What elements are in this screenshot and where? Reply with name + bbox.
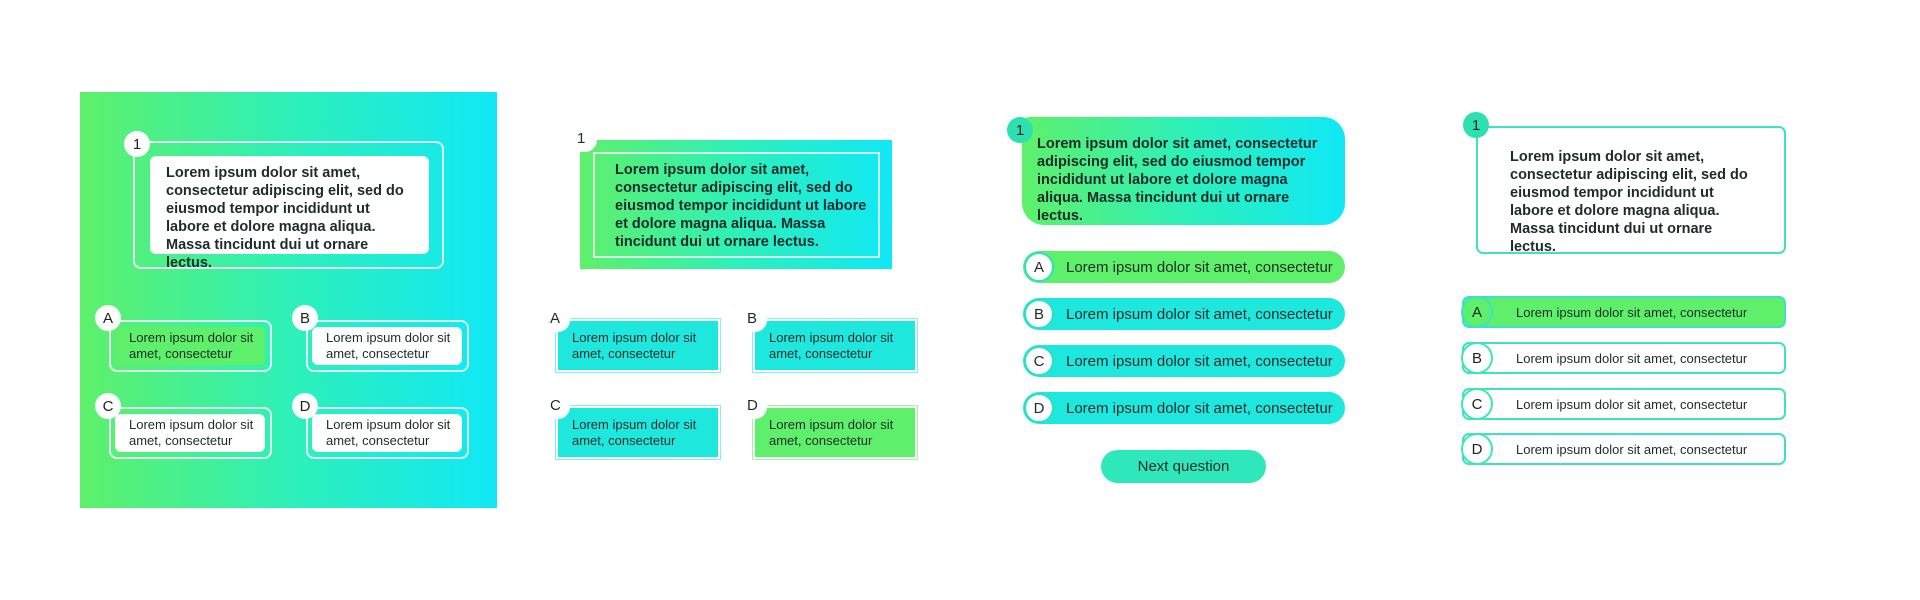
option-a[interactable]: Lorem ipsum dolor sit amet, consectetur [556,319,720,372]
option-a-badge: A [95,305,121,331]
option-d-badge: D [292,393,318,419]
next-question-button[interactable]: Next question [1101,450,1266,483]
option-b[interactable]: Lorem ipsum dolor sit amet, consectetur [753,319,917,372]
question-text: Lorem ipsum dolor sit amet, consectetur adipiscing elit, sed do eiusmod tempor incididunt ut labore et dolore magna aliqua. Massa tincidunt dui ut ornare lectus. [1037,136,1318,224]
question-box [150,156,429,271]
option-b[interactable]: Lorem ipsum dolor sit amet, consectetur [312,327,462,365]
option-a[interactable]: Lorem ipsum dolor sit amet, consectetur [1462,296,1786,328]
question-text: Lorem ipsum dolor sit amet, consectetur adipiscing elit, sed do eiusmod tempor incididunt ut labore et dolore magna aliqua. Massa tincidunt dui ut ornare lectus. [166,165,404,271]
option-c[interactable]: Lorem ipsum dolor sit amet, consectetur [115,414,265,452]
option-c[interactable]: Lorem ipsum dolor sit amet, consectetur [1462,388,1786,420]
question-frame-4 [1476,126,1786,254]
option-d[interactable]: Lorem ipsum dolor sit amet, consectetur [753,406,917,459]
option-b-badge: B [292,305,318,331]
option-c-badge: C [95,393,121,419]
option-d[interactable]: Lorem ipsum dolor sit amet, consectetur [312,414,462,452]
option-b[interactable]: Lorem ipsum dolor sit amet, consectetur [1462,342,1786,374]
option-a-badge: A [1461,296,1493,328]
option-c-label: C [548,397,570,419]
option-a[interactable]: A Lorem ipsum dolor sit amet, consectetur [1023,251,1345,283]
quiz-card-1 [80,92,497,508]
question-box-2 [580,140,892,269]
question-number-badge: 1 [1463,112,1489,138]
option-c[interactable]: C Lorem ipsum dolor sit amet, consectetur [1023,345,1345,377]
question-inner-frame [593,152,880,258]
option-a[interactable]: Lorem ipsum dolor sit amet, consectetur [115,327,265,365]
question-number-label: 1 [575,130,597,152]
option-c[interactable]: Lorem ipsum dolor sit amet, consectetur [556,406,720,459]
option-d[interactable]: Lorem ipsum dolor sit amet, consectetur [1462,433,1786,465]
option-b-badge: B [1461,342,1493,374]
option-b-label: B [745,310,767,332]
option-a-label: A [548,310,570,332]
option-d-label: D [745,397,767,419]
option-c-badge: C [1461,388,1493,420]
question-text: Lorem ipsum dolor sit amet, consectetur adipiscing elit, sed do eiusmod tempor incididunt ut labore et dolore magna aliqua. Massa tincidunt dui ut ornare lectus. [615,162,867,250]
question-number-badge: 1 [124,131,150,157]
option-d-badge: D [1461,433,1493,465]
question-text: Lorem ipsum dolor sit amet, consectetur adipiscing elit, sed do eiusmod tempor incididunt ut labore et dolore magna aliqua. Massa tincidunt dui ut ornare lectus. [1510,149,1748,255]
question-bubble-3 [1022,117,1345,225]
question-number-badge: 1 [1007,117,1033,143]
option-d[interactable]: D Lorem ipsum dolor sit amet, consectetur [1023,392,1345,424]
option-b[interactable]: B Lorem ipsum dolor sit amet, consectetur [1023,298,1345,330]
